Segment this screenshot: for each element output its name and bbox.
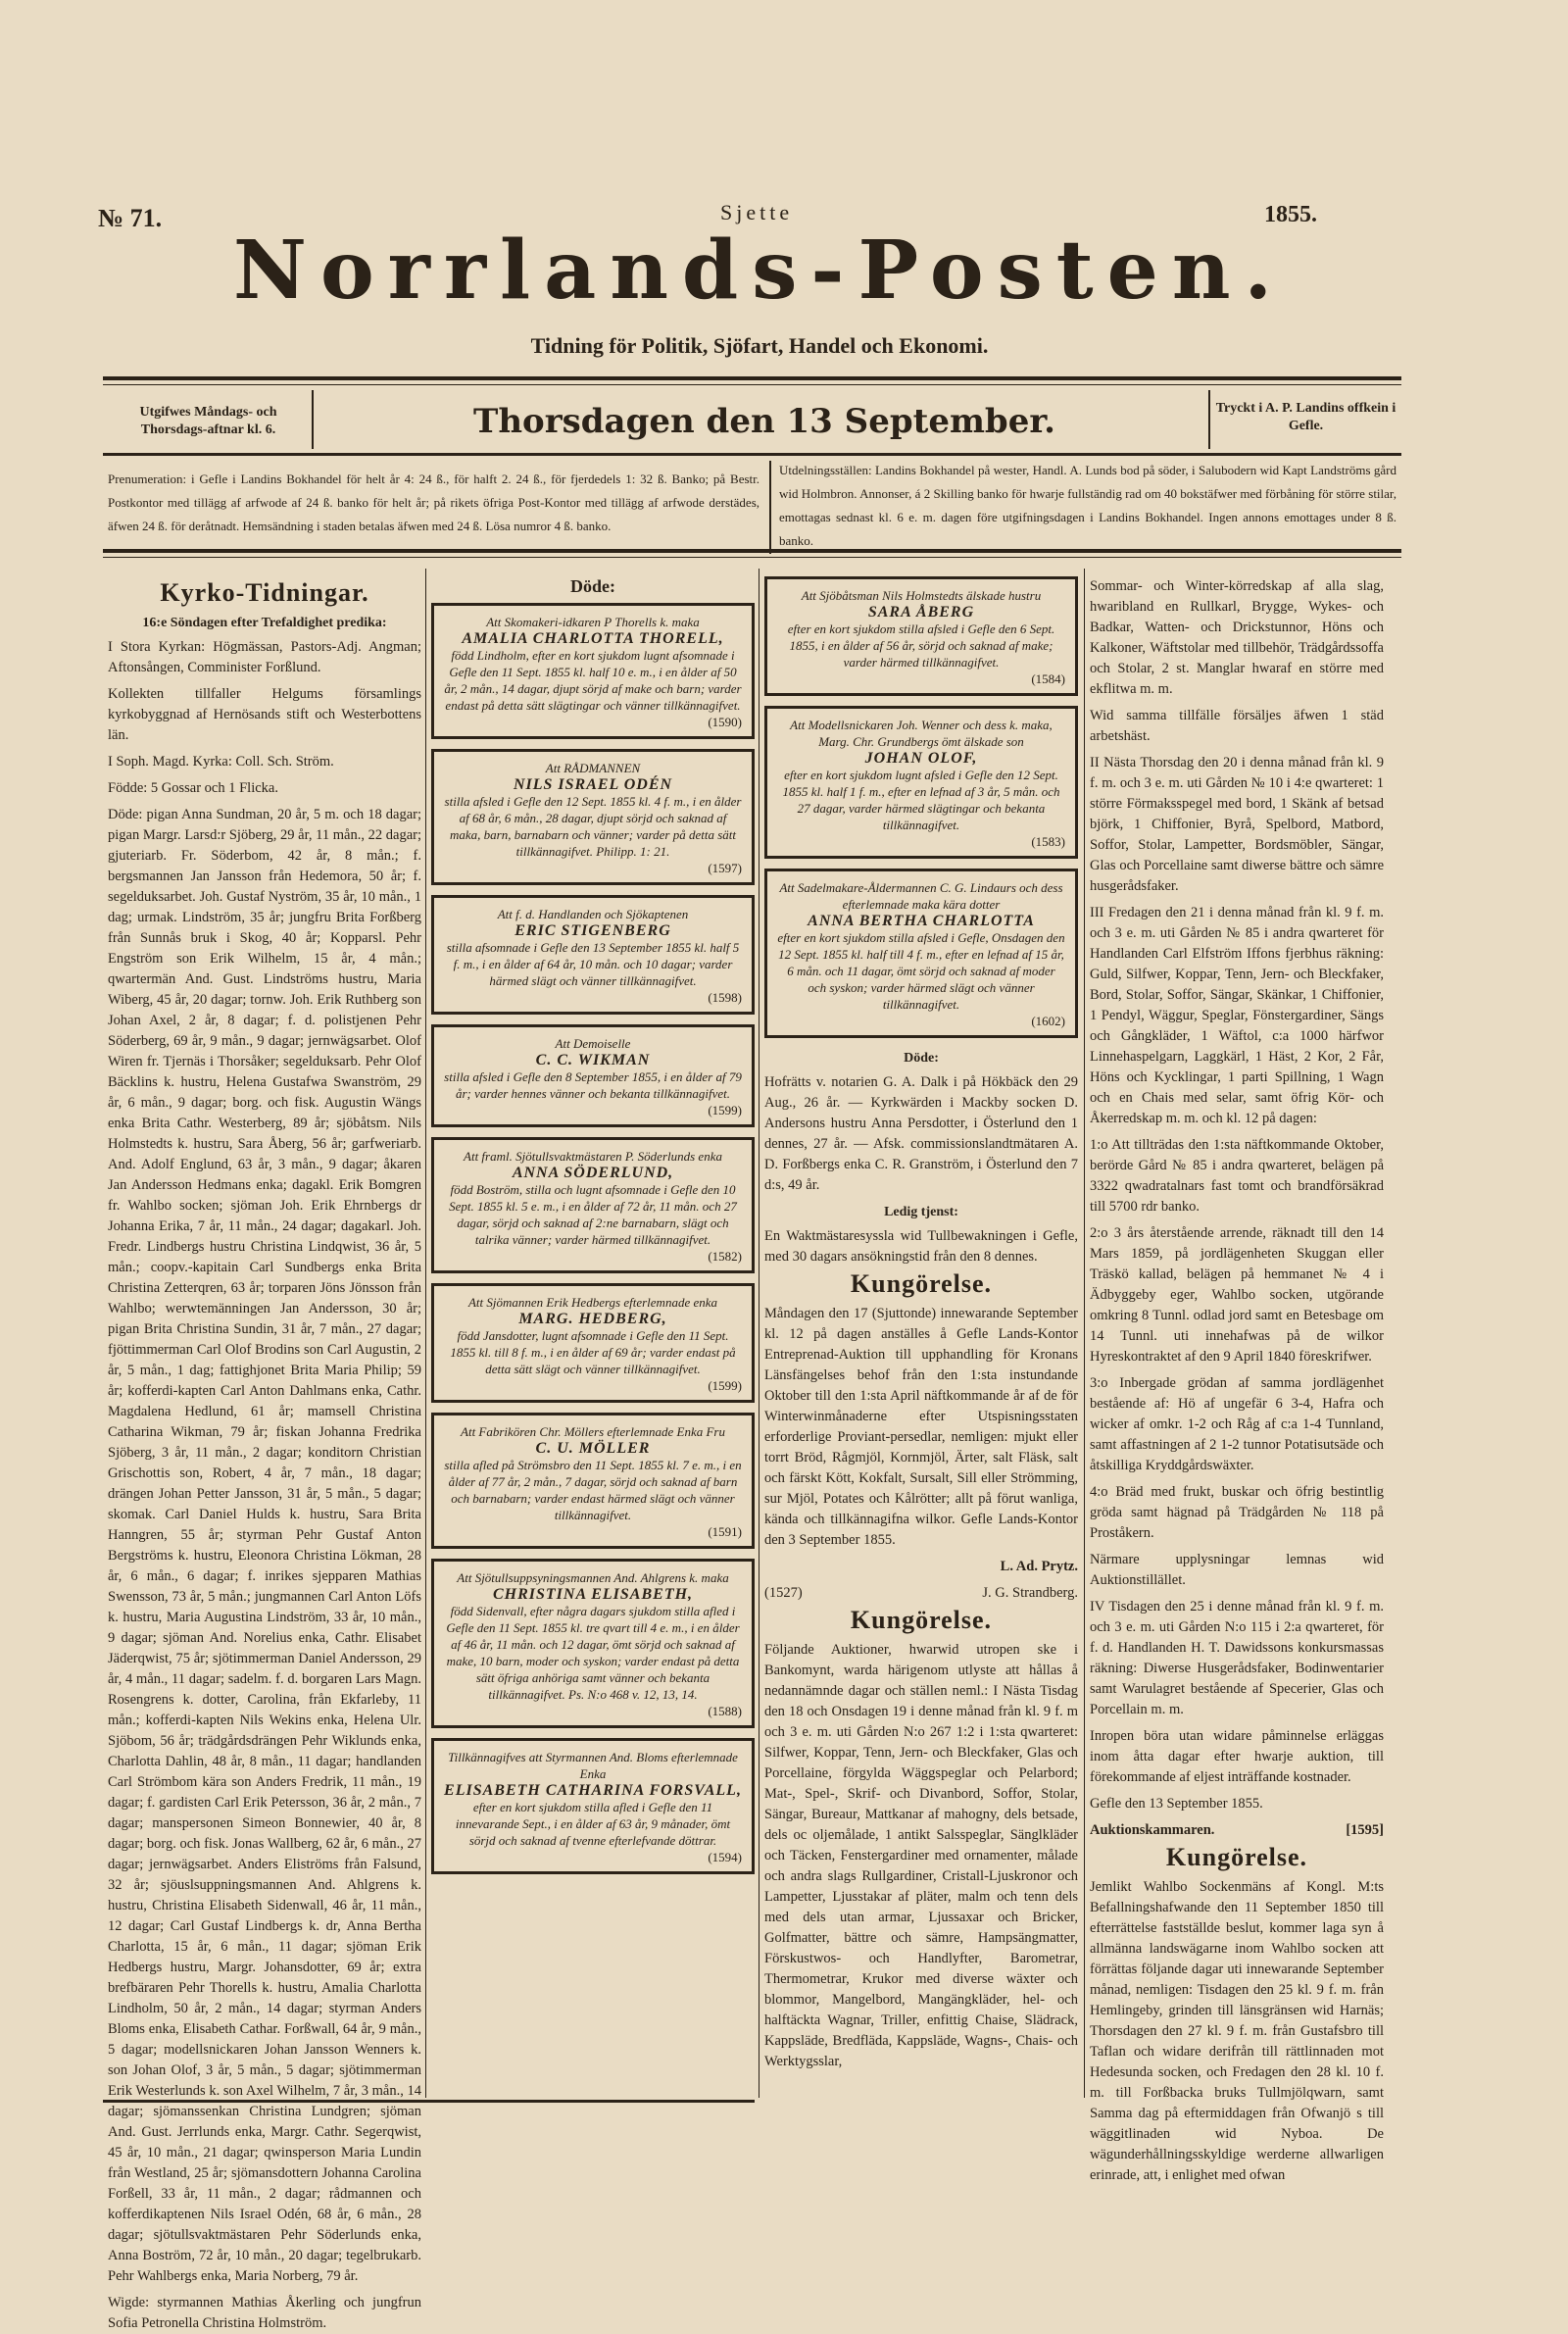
death-notice: Att Sjömannen Erik Hedbergs efterlemnade enka MARG. HEDBERG, född Jansdotter, lugnt afsomnade i Gefle den 11 Sept. 1855 kl. till 8 f. m., i en ålder af 69 år; varder endast på detta sätt slägt och vänner tillkännagifvet. (1599) xyxy=(431,1283,755,1403)
notice-rule-thin xyxy=(103,557,1401,558)
column-divider-1 xyxy=(425,569,426,2098)
church-news-column xyxy=(108,576,421,2331)
church-paragraph: I Stora Kyrkan: Högmässan, Pastors-Adj. Angman; Aftonsången, Comminister Forßlund. xyxy=(108,639,421,675)
column-divider-2 xyxy=(759,569,760,2098)
proclamation-footer xyxy=(764,1583,1078,1604)
death-notice: Att f. d. Handlanden och Sjökaptenen ERIC STIGENBERG stilla afsomnade i Gefle den 13 September 1855 kl. half 5 f. m., i en ålder af 64 år, 10 mån. och 10 dagar; varder härmed slägt och vänner tillkännagifvet. (1598) xyxy=(431,895,755,1015)
header-divider-left xyxy=(312,390,314,449)
proclamation-text-2: Följande Auktioner, hwarwid utropen ske i Bankomynt, warda härigenom utlyste att hållas å nedannämnde dagar och ställen neml.: I Nästa Tisdag den 18 och Onsdagen 19 i denne månad från kl. 9 f. m och 3 e. m. uti Gården N:o 267 1:2 i 1:sta qwarteret: Silfwer, Koppar, Tenn, Jern- och Bleckfaker, Glas och Porcellaine, förgylda Wäggspeglar och Pelarbord; Mat-, Spel-, Skrif- och Divanbord, Soffor, Stolar, Sängar, Bureaur, Mattkanar af mahogny, dels betsade, dels oc oljemålade, 1 antikt Salsspeglar, Sänglkläder och Täcken, Fenstergardiner med ornamenter, målade och andra slags Rullgardiner, Cristall-Ljuskronor och Lampetter, Ljusstakar af pläter, malm och tenn dels med dels utan armar, Ljussaxar och Bricker, Golfmatter, bättre och sämre, Hampsängmatter, Förskustwos- och Handlyfter, Barometrar, Thermometrar, Krukor med diverse wäxter och blommor, Mangelbord, Mangängkläder, hel- och halftäckta Wagnar, Triller, enfittig Chaise, Slädrack, Kappsläde, Bredfläda, Kappsläde, Wagns-, Chais- och Werktygsslar, xyxy=(764,1642,1078,2069)
auction-text: II Nästa Thorsdag den 20 i denna månad från kl. 9 f. m. och 3 e. m. uti Gården № 10 i 4:e qwarteret: 1 större Förmaksspegel med bord, 1 Skänk af betsad björk, 1 Chiffonier, Byrå, Spelbord, Matbord, Soffor, Stolar, Lampetter, Bordsmöbler, Sängar, Glas och Porcellaine samt diwerse bättre och sämre husgerådsfaker. xyxy=(1090,755,1384,894)
distribution-notice: Utdelningsställen: Landins Bokhandel på wester, Handl. A. Lunds bod på söder, i Salubodern wid Kapt Landströms gård wid Holmbron. Annonser, á 2 Skilling banko för hwarje fullständig rad om 40 bokstäfwer med förbåning för större stilar, emottagas sednast kl. 6 e. m. dagen före utgifningsdagen i Landins Bokhandel. Ingen annons emottages under 8 ß. banko. xyxy=(779,463,1396,548)
proclamation-cosigner: J. G. Strandberg. xyxy=(982,1585,1078,1601)
auction-text: 1:o Att tillträdas den 1:sta näftkommande Oktober, berörde Gård № 85 i andra qwarteret, belägen på 3322 qwadratalnars fast tomt och brandförsäkrad till 5700 rdr banko. xyxy=(1090,1137,1384,1215)
deaths-paragraph: Döde: pigan Anna Sundman, 20 år, 5 m. och 18 dagar; pigan Margr. Larsd:r Sjöberg, 29 år, 11 mån., 22 dagar; gjuteriarb. Fr. Söderbom, 42 år, 8 mån.; f. bergsmannen Jan Jansson från Hedemora, 50 år; f. segelduksarbet. Joh. Gustaf Nyström, 35 år, 10 mån., 1 dag; urmak. Lindström, 35 år; jungfru Brita Forßberg från Sunnås bruk i Skog, 40 år; Kopparsl. Pehr Engström son Erik Wilhelm, 15 år, 4 mån.; qwartermän And. Gust. Lindströms hustru, Maria Wiberg, 45 år, 20 dagar; tornw. Joh. Erik Ruthberg son Johan Axel, 2 år, 8 dagar; f. d. polistjenen Pehr Söderberg, 69 år, 9 mån., 9 dagar; jernwägsarbet. Olof Wiren fr. Tjernäs i Thorsåker; segelduksarb. Pehr Olof Bäcklins k. hustru, Helena Gustafwa Swanström, 29 år, 6 mån., 9 dagar; borg. och fisk. Augustin Wängs enka Brita Cathr. Westerberg, 89 år; sjöbåtsm. Nils Holmstedts k. hustru, Sara Åberg, 56 år; garfweriarb. And. Adolf Englund, 63 år, 3 mån., 9 dagar; åkaren Jan Andersson Hedmans enka; dagakl. Erik Bomgren fr. Wahlbo socken; sjöman Joh. Erik Ehrnbergs dr Johanna Erika, 7 år, 11 mån., 24 dagar; dagakarl. Joh. Fredr. Lindbergs hustru Christina Lindqwist, 36 år, 5 mån.; coopv.-kapitain Carl Sundbergs enka Brita Christina Zetterqren, 63 år; torparen Jöns Jönsson från Wahlbo; werwtemänningen Jan Andersson, 30 år; pigan Brita Christina Sundin, 31 år, 7 mån., 27 dagar; fjöttimmerman Carl Olof Brodins son Carl Augustin, 2 år, 5 mån., 1 dag; fattighjonet Brita Maria Philip; 59 år; kofferdi-kapten Carl Anton Dahlmans enka, Cathr. Magdalena Hedlund, 61 år; mamsell Christina Catharina Wikman, 79 år; fiskan Johanna Fredrika Sjöberg, 3 år, 11 mån., 2 dagar; konditorn Christian Grischottis son, Robert, 4 år, 7 mån., 18 dagar; drängen Johan Petter Jansson, 31 år, 5 mån., 5 dagar; skomak. Carl Daniel Hulds k. hustru, Sara Brita Hanngren, 55 år; styrman Pehr Gustaf Anton Bergströms k. hustru, Eleonora Christina Lökman, 28 år, 6 mån., 6 dagar; f. inrikes sjepparen Mathias Swensson, 73 år, 5 mån.; jungmannen Carl Anton Löfs k. hustru, Maria Augustina Lindström, 33 år, 10 mån., 9 dagar; sjöman And. Norelius enka, Cathr. Elisabet Jäderqwist, 75 år; sjötimmerman Daniel Andersson, 29 år, 4 mån., 11 dagar; sadelm. f. d. borgaren Lars Magn. Rosengrens k. dotter, Carolina, från Ekfarleby, 11 mån.; kofferdi-kapten Nils Wekins enka, Helena Ulr. Sjöbom, 56 år; trädgårdsdrängen Pehr Wiklunds enka, Charlotta Dahlin, 48 år, 8 mån., 11 dagar; handlanden Carl Strömbom kära son Anders Fredrik, 11 mån., 19 dagar; f. gardisten Carl Erik Petersson, 36 år, 2 mån., 7 dagar; manspersonen Simeon Bonnewier, 40 år, 8 dagar; borg. och fisk. Jonas Wallberg, 62 år, 6 mån., 27 dagar; jernwägsarbet. Anders Eliströms från Falsund, 32 år; sjöuslsuppningsmannen And. Ahlgrens k. hustru, Christina Elisabeth Sidenwall, 46 år, 11 mån., 12 dagar; Carl Gustaf Lindbergs k. dr, Anna Bertha Charlotta, 15 år, 6 mån., 11 dagar; sjöman Erik Hedbergs hustru, Margr. Johansdotter, 69 år; extra brefbäraren Pehr Thorells k. hustru, Amalia Charlotta Lindholm, 50 år, 2 mån., 14 dagar; styrman Anders Bloms enka, Elisabeth Cathar. Forßwall, 64 år, 9 mån., 5 dagar; modellsnickaren Johan Jansson Wenners k. son Johan Olof, 3 år, 5 mån., 5 dagar; sjötimmerman Erik Westerlunds k. son Axel Wilhelm, 7 år, 3 mån., 14 dagar; sjömanssenkan Christina Lundgren; sjöman And. Gust. Jerrlunds enka, Margr. Cathr. Segerqwist, 45 år, 10 mån., 21 dagar; qwinsperson Maria Lundin från Westland, 25 år; sjömansdottern Johanna Carolina Forßell, 33 år, 11 mån., 2 dagar; rådmannen och kofferdikaptenen Nils Israel Odén, 68 år, 6 mån., 28 dagar; sjötullsvaktmästaren Pehr Söderlunds enka, Anna Boström, 72 år, 10 mån., 20 dagar; tegelbrukarb. Pehr Wahlbergs enka, Maria Norberg, 79 år. xyxy=(108,807,421,2284)
auction-text: IV Tisdagen den 25 i denne månad från kl. 9 f. m. och 3 e. m. uti Gården N:o 115 i 2:a qwarteret, för f. d. Handlanden H. T. Dawidssons konkursmassas räkning: Diwerse Husgerådsfaker, Bodinwentarier samt Warulagret bestående af Specerier, Glas och Porcellain m. m. xyxy=(1090,1599,1384,1717)
notice-divider xyxy=(769,461,771,554)
auction-column xyxy=(1090,576,1384,2183)
proclamation-heading-3: Kungörelse. xyxy=(1165,1843,1308,1871)
death-notice: Att Fabrikören Chr. Möllers efterlemnade Enka Fru C. U. MÖLLER stilla afled på Strömsbro den 11 Sept. 1855 kl. 7 e. m., i en ålder af 77 år, 2 mån., 7 dagar, sörjd och saknad af barn och barnabarn; varder endast härmed slägt och vänner tillkännagifvet. (1591) xyxy=(431,1413,755,1549)
death-notice: Att Skomakeri-idkaren P Thorells k. maka AMALIA CHARLOTTA THORELL, född Lindholm, efter en kort sjukdom lugnt afsomnade i Gefle den 11 Sept. 1855 kl. half 10 e. m., i en ålder af 50 år, 2 mån., 14 dagar, djupt sörjd af make och barn; varder endast på detta sätt slägtingar och vänner tillkännagifvet. (1590) xyxy=(431,603,755,739)
proclamation-heading: Kungörelse. xyxy=(850,1269,993,1298)
death-notice: Tillkännagifves att Styrmannen And. Bloms efterlemnade Enka ELISABETH CATHARINA FORSVALL, efter en kort sjukdom stilla afled i Gefle den 11 innevarande Sept., i en ålder af 63 år, 9 månader, ömt sörjd och saknad af tvenne efterlefvande döttrar. (1594) xyxy=(431,1738,755,1874)
auction-text: Sommar- och Winter-körredskap af alla slag, hwaribland en Rullkarl, Brygge, Wykes- och Badkar, Watten- och Drickstunnor, Höns och Kalkoner, Wäftstolar med tillbehör, Trädgårdssoffa och Stolar, 2 st. Manglar hwaraf en större med ekflitwa m. m. xyxy=(1090,578,1384,697)
auction-text: 2:o 3 års återstående arrende, räknadt till den 14 Mars 1859, på jordlägenheten Skuggan eller Träskö kallad, belägen på hemmanet № 4 i Ädbyggeby eger, Wahlbo socken, utgörande omkring 8 Tunnl. odlad jord samt en Betesbage om 14 Tunnl. uti innehafwas på de wilkor Hyreskontraktet af den 9 April 1840 föreskrifwer. xyxy=(1090,1225,1384,1365)
footer-rule xyxy=(103,2100,755,2103)
auction-text: Inropen böra utan widare påminnelse erläggas inom åtta dagar efter hwarje auktion, till förekommande af eljest inträffande kostnader. xyxy=(1090,1728,1384,1785)
proclamation-text-3: Jemlikt Wahlbo Sockenmäns af Kongl. M:ts Befallningshafwande den 11 September 1850 till efterrättelse fastställde beslut, kommer laga syn å allmänna landswägarne inom Wahlbo socken att förrättas följande dagar uti innewarande September månad, nemligen: Tisdagen den 25 kl. 9 f. m. från Hemlingeby, grinden till länsgränsen wid Harnäs; Thorsdagen den 27 kl. 9 f. m. från Gustafsbro till Taflan och widare derifrån till rättlinnaden mot Hedesunda socken, och Fredagen den 28 kl. 10 f. m. till Forßbacka bruks Tullmjölqwarn, samt Samma dag på eftermiddagen från Ofwanjö s till wäggitlinaden wid Nyboa. De wägunderhållningsskyldige werderne allwarligen erinrade, att, i enlighet med ofwan xyxy=(1090,1879,1384,2183)
vacancy-heading: Ledig tjenst: xyxy=(884,1205,958,1219)
header-divider-right xyxy=(1208,390,1210,449)
header-rule-bottom xyxy=(103,453,1401,456)
death-notice: Att RÅDMANNEN NILS ISRAEL ODÉN stilla afsled i Gefle den 12 Sept. 1855 kl. 4 f. m., i en ålder af 68 år, 6 mån., 28 dagar, djupt sörjd och saknad af maka, barn, barnabarn och vänner; varder på detta sätt tillkännagifvet. Philipp. 1: 21. (1597) xyxy=(431,749,755,885)
auction-text: Närmare upplysningar lemnas wid Auktionstillället. xyxy=(1090,1552,1384,1588)
sermon-subheading: 16:e Söndagen efter Trefaldighet predika: xyxy=(142,616,387,630)
tagline: Tidning för Politik, Sjöfart, Handel och Ekonomi. xyxy=(530,333,989,358)
auction-signer: Auktionskammaren. xyxy=(1090,1822,1215,1838)
death-notice: Att Sjötullsuppsyningsmannen And. Ahlgrens k. maka CHRISTINA ELISABETH, född Sidenvall, efter några dagars sjukdom stilla afled i Gefle den 11 Sept. 1855 kl. tre qvart till 4 e. m., i en ålder af 46 år, 11 mån. och 12 dagar, ömt sörjd och saknad af make, 10 barn, moder och syskon; varder endast på detta sätt öfriga anhöriga samt vänner och bekanta tillkännagifvet. Ps. N:o 468 v. 12, 13, 14. (1588) xyxy=(431,1559,755,1728)
proclamation-signature: L. Ad. Prytz. xyxy=(1000,1559,1078,1574)
printer-info: Tryckt i A. P. Landins offkein i Gefle. xyxy=(1215,401,1396,433)
auction-text: 3:o Inbergade grödan af samma jordlägenhet bestående af: Hö af ungefär 6 3-4, Hafra och wicker af omkr. 1-2 och Råg af c:a 1-4 Tunnland, samt affastningen af 2 1-2 tunnor Potatisutsäde och åtskilliga Kryddgårdswäxter. xyxy=(1090,1375,1384,1473)
masthead-title: Norrlands-Posten. xyxy=(232,223,1286,318)
death-notice: Att Sjöbåtsman Nils Holmstedts älskade hustru SARA ÅBERG efter en kort sjukdom stilla afsled i Gefle den 6 Sept. 1855, i en ålder af 56 år, sörjd och saknad af make; varder härmed tillkännagifvet. (1584) xyxy=(764,576,1078,696)
header-rule-top xyxy=(103,376,1401,380)
vacancy-text: En Waktmästaresyssla wid Tullbewakningen i Gefle, med 30 dagars ansökningstid från den 8 dennes. xyxy=(764,1228,1078,1265)
death-notices-column xyxy=(431,576,755,2101)
church-paragraph: I Soph. Magd. Kyrka: Coll. Sch. Ström. xyxy=(108,754,334,770)
death-notice: Att Modellsnickaren Joh. Wenner och dess k. maka, Marg. Chr. Grundbergs ömt älskade son JOHAN OLOF, efter en kort sjukdom lugnt afsled i Gefle den 12 Sept. 1855 kl. half 1 f. m., efter en lefnad af 3 år, 5 mån. och 27 dagar, varder härmed slägtingar och bekanta tillkännagifvet. (1583) xyxy=(764,706,1078,859)
auction-text: Wid samma tillfälle försäljes äfwen 1 städ arbetshäst. xyxy=(1090,708,1384,744)
auction-text: III Fredagen den 21 i denna månad från kl. 9 f. m. och 3 e. m. uti Gården № 85 i andra qwarteret för Handlanden Carl Elfström Iffons fjerbhus räkning: Guld, Silfwer, Koppar, Tenn, Jern- och Bleckfaker, Bord, Stolar, Soffor, Sängar, Skänkar, 1 Chiffonier, 1 Pendyl, Wäggur, Speglar, Fönstergardiner, Sängs och Gångkläder, 1 Wäftol, c:a 1000 härfwor Linnehaspelgarn, Laggkärl, 1 Häst, 2 Kor, 2 Får, Höns och Kycklingar, 1 parti Spillning, 1 Wagn och en Chais med selar, samt öfrig Kör- och Åkerredskap m. m. och kl. 12 på dagen: xyxy=(1090,905,1384,1126)
subscription-notice: Prenumeration: i Gefle i Landins Bokhandel för helt år 4: 24 ß., för halft 2. 24 ß., för fjerdedels 1: 32 ß. Banko; på Bestr. Postkontor med tillägg af arfwode af 24 ß. banko för helt år; på rikets öfriga Post-Kontor med tillägg af arfwode derstädes, äfwen 24 ß. för deråtnadt. Hemsändning i staden betalas äfwen med 24 ß. Lösa numror 4 ß. banko. xyxy=(108,472,760,533)
issue-number: № 71. xyxy=(98,204,163,232)
death-notice: Att framl. Sjötullsvaktmästaren P. Söderlunds enka ANNA SÖDERLUND, född Boström, stilla och lugnt afsomnade i Gefle den 10 Sept. 1855 kl. 5 e. m., i en ålder af 72 år, 11 mån. och 27 dagar, sörjd och saknad af 2:ne barnabarn, slägt och talrika vänner; varder härmed tillkännagifvet. (1582) xyxy=(431,1137,755,1273)
proclamation-number: (1527) xyxy=(764,1585,803,1601)
death-notice: Att Sadelmakare-Åldermannen C. G. Lindaurs och dess efterlemnade maka kära dotter ANNA BERTHA CHARLOTTA efter en kort sjukdom stilla afsled i Gefle, Onsdagen den 12 Sept. 1855 kl. half till 4 f. m., efter en lefnad af 15 år, 6 mån. och 11 dagar, ömt sörjd och saknad af moder och syskon; varder härmed slägt och vänner tillkännagifvet. (1602) xyxy=(764,869,1078,1038)
auction-text: 4:o Bräd med frukt, buskar och öfrig bestintlig gröda samt hägnad på Trädgården № 118 på Proståkern. xyxy=(1090,1484,1384,1541)
church-paragraph: Kollekten tillfaller Helgums församlings kyrkobyggnad af Hernösands stift och Westerbottens län. xyxy=(108,686,421,743)
auction-number: [1595] xyxy=(1346,1822,1384,1838)
volume-label: Sjette xyxy=(720,200,794,224)
auction-signature xyxy=(1090,1820,1384,1841)
notice-rule xyxy=(103,549,1401,553)
births-paragraph: Födde: 5 Gossar och 1 Flicka. xyxy=(108,780,278,796)
deaths-heading: Döde: xyxy=(570,576,615,596)
deaths-subheading: Döde: xyxy=(904,1051,939,1066)
auction-date: Gefle den 13 September 1855. xyxy=(1090,1796,1263,1812)
issue-date: Thorsdagen den 13 September. xyxy=(473,402,1055,441)
death-notice: Att Demoiselle C. C. WIKMAN stilla afsled i Gefle den 8 September 1855, i en ålder af 79 år; varder hennes vänner och bekanta tillkännagifvet. (1599) xyxy=(431,1024,755,1127)
deaths-text: Hofrätts v. notarien G. A. Dalk i på Hökbäck den 29 Aug., 26 år. — Kyrkwärden i Mackby socken D. Andersons hustru Anna Persdotter, i Österlund den 1 dennes, 27 år. — Afsk. commissionslandtmätaren A. D. Forßbergs enka C. R. Granström, i Österlund den 7 d:s, 49 år. xyxy=(764,1074,1078,1193)
notices-column xyxy=(764,576,1078,2101)
column-divider-3 xyxy=(1084,569,1085,2098)
header-rule-top-thin xyxy=(103,384,1401,385)
issued-info: Utgifwes Måndags- och Thorsdags-aftnar kl. 6. xyxy=(139,405,277,437)
church-news-heading: Kyrko-Tidningar. xyxy=(160,578,369,607)
issue-year: 1855. xyxy=(1264,202,1317,227)
marriages-paragraph: Wigde: styrmannen Mathias Åkerling och jungfrun Sofia Petronella Christina Holmström. xyxy=(108,2295,421,2331)
proclamation-heading-2: Kungörelse. xyxy=(850,1606,993,1634)
proclamation-text: Måndagen den 17 (Sjuttonde) innewarande September kl. 12 på dagen anställes å Gefle Lands-Kontor Entreprenad-Auktion till upphandling för Kronans Länsfängelses behof från den 1:sta instundande Oktober till den 1:sta April näftkommande år af de för Winterwinmånaderne efter Utspisningsstaten erforderlige Proviant-persedlar, nemligen: mjukt eller torrt Bröd, Rågmjöl, Kornmjöl, Ärter, salt Fläsk, salt och färskt Kött, Kokfalt, Sursalt, Sill eller Strömming, sur Mjöl, Potates och Kålrötter; allt på förut wanliga, kända och tillkännagifna wilkor. Gefle Lands-Kontor den 3 September 1855. xyxy=(764,1306,1078,1548)
